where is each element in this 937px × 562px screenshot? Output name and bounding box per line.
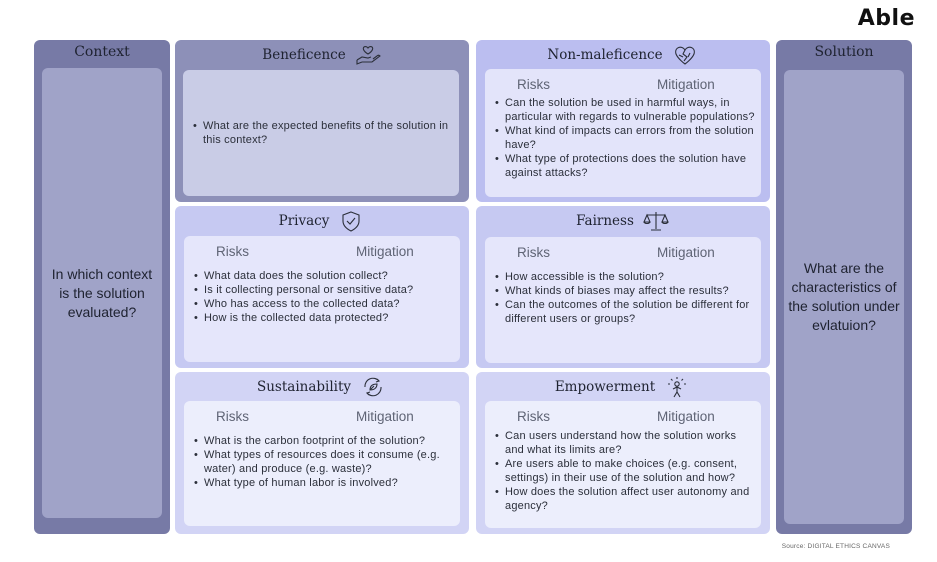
empowerment-title: Empowerment (554, 379, 656, 395)
able-logo: Able (857, 6, 915, 31)
beneficence-body (183, 70, 459, 196)
non-maleficence-card (476, 40, 770, 202)
sustainability-card (175, 372, 469, 534)
non-maleficence-body (485, 69, 761, 197)
empowerment-body (485, 401, 761, 528)
privacy-question: • Is it collecting personal or sensitive data? (192, 283, 454, 297)
sustainability-question: • What types of resources does it consume (e.g. water) and produce (e.g. waste)? (192, 448, 454, 476)
beneficence-question: • What are the expected benefits of the solution in this context? (191, 119, 451, 147)
empowerment-question: • How does the solution affect user autonomy and agency? (493, 485, 755, 513)
non-maleficence-question-list (493, 96, 755, 180)
risks-label: Risks (517, 77, 550, 92)
empowerment-question-list (493, 429, 755, 513)
fairness-question: • What kinds of biases may affect the results? (493, 284, 755, 298)
shield-check-icon (337, 210, 365, 232)
sustainability-question: • What type of human labor is involved? (192, 476, 454, 490)
privacy-title: Privacy (278, 213, 330, 229)
hand-heart-icon (354, 44, 382, 66)
non-maleficence-columns (485, 77, 761, 93)
privacy-header (175, 210, 469, 232)
sustainability-question: • What is the carbon footprint of the solution? (192, 434, 454, 448)
empowerment-card (476, 372, 770, 534)
risks-label: Risks (216, 409, 249, 424)
recycle-leaf-icon (359, 376, 387, 398)
fairness-question: • How accessible is the solution? (493, 270, 755, 284)
non-maleficence-header (476, 44, 770, 66)
empowerment-header (476, 376, 770, 398)
privacy-body (184, 236, 460, 362)
fairness-columns (485, 245, 761, 261)
non-maleficence-question: • What type of protections does the solution have against attacks? (493, 152, 755, 180)
risks-label: Risks (216, 244, 249, 259)
privacy-columns (184, 244, 460, 260)
non-maleficence-question: • Can the solution be used in harmful ways, in particular with regards to vulnerable populations? (493, 96, 755, 124)
mitigation-label: Mitigation (356, 409, 414, 424)
empowerment-question: • Can users understand how the solution works and what its limits are? (493, 429, 755, 457)
beneficence-question-list (183, 119, 459, 147)
solution-question: What are the characteristics of the solution under evlatuion? (784, 70, 904, 524)
mitigation-label: Mitigation (657, 409, 715, 424)
mitigation-label: Mitigation (356, 244, 414, 259)
sustainability-body (184, 401, 460, 526)
mitigation-label: Mitigation (657, 77, 715, 92)
empowerment-columns (485, 409, 761, 425)
solution-column (776, 40, 912, 534)
balance-scale-icon (642, 210, 670, 232)
sustainability-header (175, 376, 469, 398)
fairness-question-list (493, 270, 755, 326)
sustainability-columns (184, 409, 460, 425)
beneficence-card (175, 40, 469, 202)
person-radiant-icon (663, 376, 691, 398)
empowerment-question: • Are users able to make choices (e.g. consent, settings) in their use of the solution and how? (493, 457, 755, 485)
risks-label: Risks (517, 409, 550, 424)
privacy-question: • How is the collected data protected? (192, 311, 454, 325)
context-column (34, 40, 170, 534)
fairness-question: • Can the outcomes of the solution be different for different users or groups? (493, 298, 755, 326)
privacy-question: • What data does the solution collect? (192, 269, 454, 283)
privacy-question: • Who has access to the collected data? (192, 297, 454, 311)
beneficence-header (175, 44, 469, 66)
broken-heart-icon (671, 44, 699, 66)
fairness-card (476, 206, 770, 368)
sustainability-title: Sustainability (256, 379, 352, 395)
risks-label: Risks (517, 245, 550, 260)
context-question: In which context is the solution evaluated? (42, 68, 162, 518)
context-title: Context (74, 44, 130, 60)
fairness-title: Fairness (576, 213, 634, 229)
beneficence-title: Beneficence (262, 47, 346, 63)
mitigation-label: Mitigation (657, 245, 715, 260)
privacy-card (175, 206, 469, 368)
non-maleficence-question: • What kind of impacts can errors from the solution have? (493, 124, 755, 152)
privacy-question-list (192, 269, 454, 325)
source-caption: Source: DIGITAL ETHICS CANVAS (781, 543, 890, 550)
solution-title: Solution (814, 44, 874, 60)
fairness-body (485, 237, 761, 363)
fairness-header (476, 210, 770, 232)
sustainability-question-list (192, 434, 454, 490)
non-maleficence-title: Non-maleficence (547, 47, 663, 63)
